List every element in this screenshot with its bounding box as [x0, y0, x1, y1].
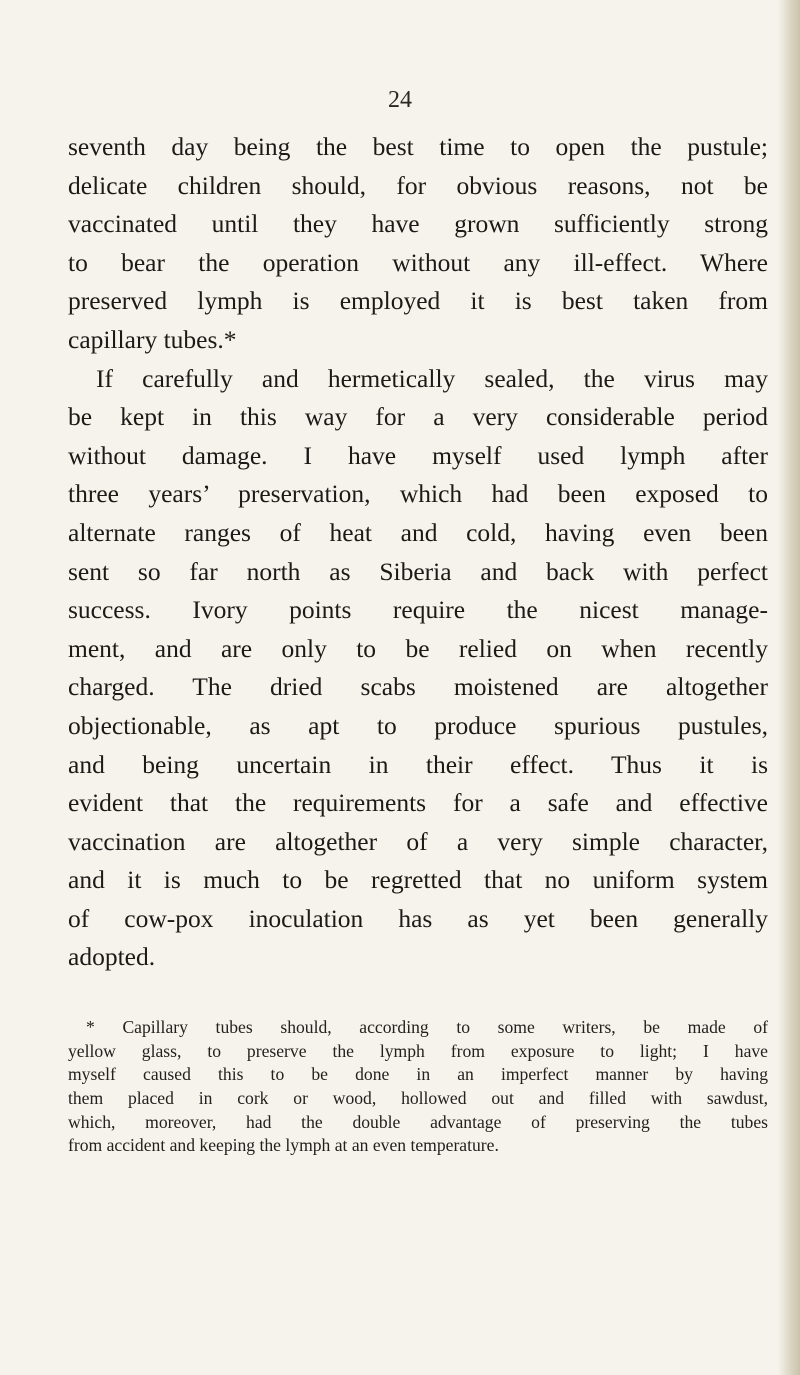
page-number: 24: [388, 87, 412, 113]
body-line: sent so far north as Siberia and back with perfect: [68, 556, 768, 586]
body-line: to bear the operation without any ill-effect. Where: [68, 247, 768, 277]
body-line: objectionable, as apt to produce spurious pustules,: [68, 710, 768, 740]
body-line: vaccinated until they have grown sufficiently strong: [68, 209, 768, 239]
body-line: vaccination are altogether of a very simple character,: [68, 826, 768, 856]
body-line: of cow-pox inoculation has as yet been generally: [68, 903, 768, 933]
body-line: preserved lymph is employed it is best taken from: [68, 286, 768, 316]
body-line: success. Ivory points require the nicest manage-: [68, 595, 768, 625]
footnote-line: myself caused this to be done in an imperfect manner by having: [68, 1064, 768, 1085]
body-line: capillary tubes.*: [68, 324, 237, 354]
body-line: be kept in this way for a very considerable period: [68, 402, 768, 432]
body-line: and it is much to be regretted that no uniform system: [68, 865, 768, 895]
footnote-line: yellow glass, to preserve the lymph from exposure to light; I have: [68, 1040, 768, 1061]
body-line: charged. The dried scabs moistened are altogether: [68, 672, 768, 702]
body-line: without damage. I have myself used lymph after: [68, 440, 768, 470]
body-line: adopted.: [68, 942, 156, 972]
footnote-line: * Capillary tubes should, according to some writers, be made of: [86, 1017, 768, 1037]
page-edge-shadow: [778, 0, 800, 1375]
body-line: and being uncertain in their effect. Thus it is: [68, 749, 768, 779]
footnote-line: them placed in cork or wood, hollowed out and filled with sawdust,: [68, 1088, 768, 1109]
body-line: ment, and are only to be relied on when recently: [68, 633, 768, 663]
body-line: delicate children should, for obvious reasons, not be: [68, 170, 768, 200]
footnote-line: from accident and keeping the lymph at an even temperature.: [68, 1135, 499, 1156]
body-text: [68, 128, 768, 977]
body-line: seventh day being the best time to open the pustule;: [68, 132, 768, 161]
body-line: three years’ preservation, which had been exposed to: [68, 479, 768, 509]
body-line: evident that the requirements for a safe and effective: [68, 788, 768, 818]
body-line: If carefully and hermetically sealed, the virus may: [96, 363, 768, 393]
footnote-line: which, moreover, had the double advantage of preserving the tubes: [68, 1111, 768, 1132]
body-line: alternate ranges of heat and cold, having even been: [68, 517, 768, 547]
footnote: [68, 1016, 768, 1158]
